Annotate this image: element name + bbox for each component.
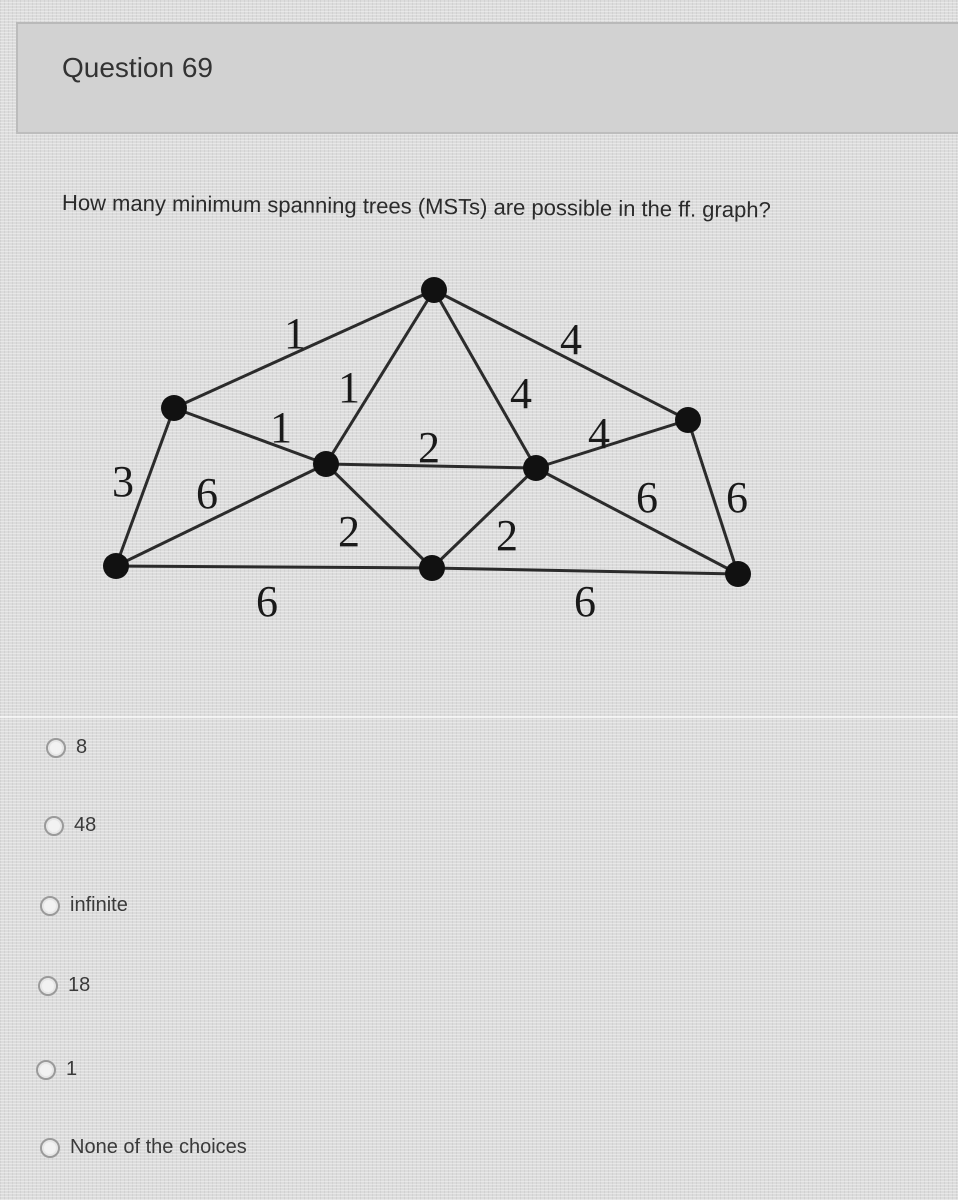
edge-label: 4 [560,315,582,364]
edge-label: 2 [418,423,440,472]
choice-label: 8 [76,736,88,758]
graph-figure [0,260,958,640]
question-title: Question 69 [62,52,213,83]
radio-button[interactable] [46,738,66,758]
edge-label: 4 [588,409,610,458]
choice-label: infinite [70,894,128,916]
edge [174,408,326,464]
radio-button[interactable] [40,896,60,916]
vertex [419,555,445,581]
choice-48[interactable] [44,814,96,837]
vertex [725,561,751,587]
edge-label: 1 [338,363,360,412]
edge [116,566,432,568]
radio-button[interactable] [44,816,64,836]
divider [0,716,958,718]
vertex [675,407,701,433]
edge-label: 2 [338,507,360,556]
choice-8[interactable] [46,736,87,759]
edge [432,468,536,568]
choice-1[interactable] [36,1058,77,1081]
choice-none-of-the-choices[interactable] [40,1136,247,1159]
edge-label: 6 [574,577,596,626]
choice-label: 1 [66,1058,78,1080]
edge-label: 6 [196,469,218,518]
choice-label: 48 [74,814,97,836]
edge-label: 3 [112,457,134,506]
edge-label: 2 [496,511,518,560]
edge [536,420,688,468]
edge-label: 6 [636,473,658,522]
vertex [523,455,549,481]
vertex [103,553,129,579]
edge-label: 1 [284,309,306,358]
choice-label: 18 [68,974,91,996]
vertex [161,395,187,421]
choice-18[interactable] [38,974,90,997]
edge-label: 1 [270,403,292,452]
radio-button[interactable] [38,976,58,996]
vertex [421,277,447,303]
choice-label: None of the choices [70,1136,247,1158]
question-prompt: How many minimum spanning trees (MSTs) are possible in the ff. graph? [61,190,771,223]
edge [432,568,738,574]
edge-label: 4 [510,369,532,418]
edge-label: 6 [726,473,748,522]
radio-button[interactable] [36,1060,56,1080]
edge-label: 6 [256,577,278,626]
radio-button[interactable] [40,1138,60,1158]
choice-infinite[interactable] [40,894,128,917]
vertex [313,451,339,477]
